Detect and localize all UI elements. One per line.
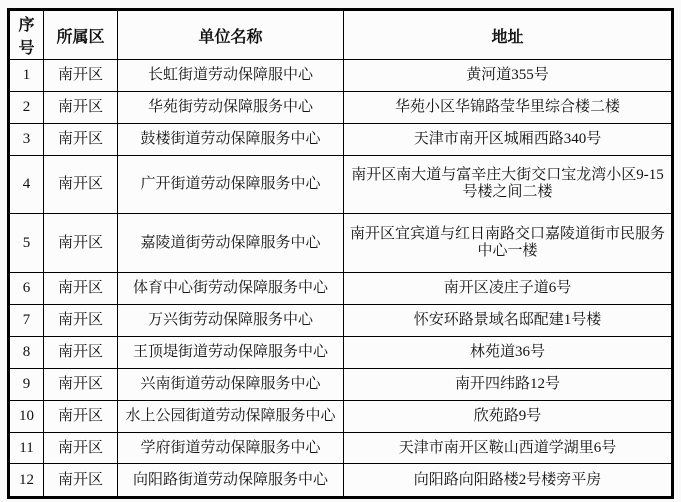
cell-district: 南开区 bbox=[44, 368, 118, 400]
cell-address: 林苑道36号 bbox=[344, 337, 673, 369]
cell-serial-number: 8 bbox=[9, 337, 44, 369]
cell-address: 天津市南开区城厢西路340号 bbox=[344, 123, 673, 155]
cell-serial-number: 9 bbox=[9, 368, 44, 400]
table-row bbox=[9, 305, 673, 337]
header-district: 所属区 bbox=[44, 10, 118, 60]
table-row bbox=[9, 155, 673, 214]
table-row bbox=[9, 432, 673, 464]
cell-unit-name: 广开街道劳动保障服务中心 bbox=[118, 155, 344, 214]
cell-address: 南开区凌庄子道6号 bbox=[344, 273, 673, 305]
cell-unit-name: 兴南街道劳动保障服务中心 bbox=[118, 368, 344, 400]
header-unit-name: 单位名称 bbox=[118, 10, 344, 60]
cell-unit-name: 王顶堤街道劳动保障服务中心 bbox=[118, 337, 344, 369]
cell-address: 华苑小区华锦路莹华里综合楼二楼 bbox=[344, 91, 673, 123]
cell-district: 南开区 bbox=[44, 337, 118, 369]
cell-serial-number: 7 bbox=[9, 305, 44, 337]
cell-unit-name: 鼓楼街道劳动保障服务中心 bbox=[118, 123, 344, 155]
table-row bbox=[9, 368, 673, 400]
cell-unit-name: 华苑街劳动保障服务中心 bbox=[118, 91, 344, 123]
table-row bbox=[9, 214, 673, 273]
cell-district: 南开区 bbox=[44, 214, 118, 273]
cell-address: 天津市南开区鞍山西道学湖里6号 bbox=[344, 432, 673, 464]
cell-address: 南开区南大道与富辛庄大街交口宝龙湾小区9-15号楼之间二楼 bbox=[344, 155, 673, 214]
cell-serial-number: 10 bbox=[9, 400, 44, 432]
cell-district: 南开区 bbox=[44, 464, 118, 498]
cell-unit-name: 向阳路街道劳动保障服务中心 bbox=[118, 464, 344, 498]
cell-serial-number: 11 bbox=[9, 432, 44, 464]
cell-district: 南开区 bbox=[44, 400, 118, 432]
cell-unit-name: 长虹街道劳动保障服中心 bbox=[118, 60, 344, 92]
cell-serial-number: 6 bbox=[9, 273, 44, 305]
cell-unit-name: 水上公园街道劳动保障服务中心 bbox=[118, 400, 344, 432]
cell-district: 南开区 bbox=[44, 273, 118, 305]
cell-unit-name: 学府街道劳动保障服务中心 bbox=[118, 432, 344, 464]
cell-serial-number: 2 bbox=[9, 91, 44, 123]
cell-address: 向阳路向阳路楼2号楼旁平房 bbox=[344, 464, 673, 498]
cell-address: 南开区宜宾道与红日南路交口嘉陵道街市民服务中心一楼 bbox=[344, 214, 673, 273]
cell-district: 南开区 bbox=[44, 123, 118, 155]
table-row bbox=[9, 123, 673, 155]
table-body bbox=[9, 60, 673, 498]
table-row bbox=[9, 464, 673, 498]
cell-address: 黄河道355号 bbox=[344, 60, 673, 92]
cell-unit-name: 万兴街劳动保障服务中心 bbox=[118, 305, 344, 337]
cell-address: 怀安环路景域名邸配建1号楼 bbox=[344, 305, 673, 337]
cell-serial-number: 3 bbox=[9, 123, 44, 155]
table-row bbox=[9, 91, 673, 123]
cell-district: 南开区 bbox=[44, 432, 118, 464]
header-row bbox=[9, 10, 673, 60]
cell-serial-number: 12 bbox=[9, 464, 44, 498]
cell-address: 南开四纬路12号 bbox=[344, 368, 673, 400]
cell-serial-number: 4 bbox=[9, 155, 44, 214]
cell-serial-number: 5 bbox=[9, 214, 44, 273]
header-address: 地址 bbox=[344, 10, 673, 60]
cell-district: 南开区 bbox=[44, 305, 118, 337]
cell-address: 欣苑路9号 bbox=[344, 400, 673, 432]
service-centers-table bbox=[7, 8, 674, 499]
cell-serial-number: 1 bbox=[9, 60, 44, 92]
table-row bbox=[9, 337, 673, 369]
cell-unit-name: 嘉陵道街劳动保障服务中心 bbox=[118, 214, 344, 273]
cell-unit-name: 体育中心街劳动保障服务中心 bbox=[118, 273, 344, 305]
cell-district: 南开区 bbox=[44, 60, 118, 92]
table-row bbox=[9, 273, 673, 305]
table-row bbox=[9, 60, 673, 92]
table-row bbox=[9, 400, 673, 432]
cell-district: 南开区 bbox=[44, 91, 118, 123]
header-serial-number: 序号 bbox=[9, 10, 44, 60]
cell-district: 南开区 bbox=[44, 155, 118, 214]
